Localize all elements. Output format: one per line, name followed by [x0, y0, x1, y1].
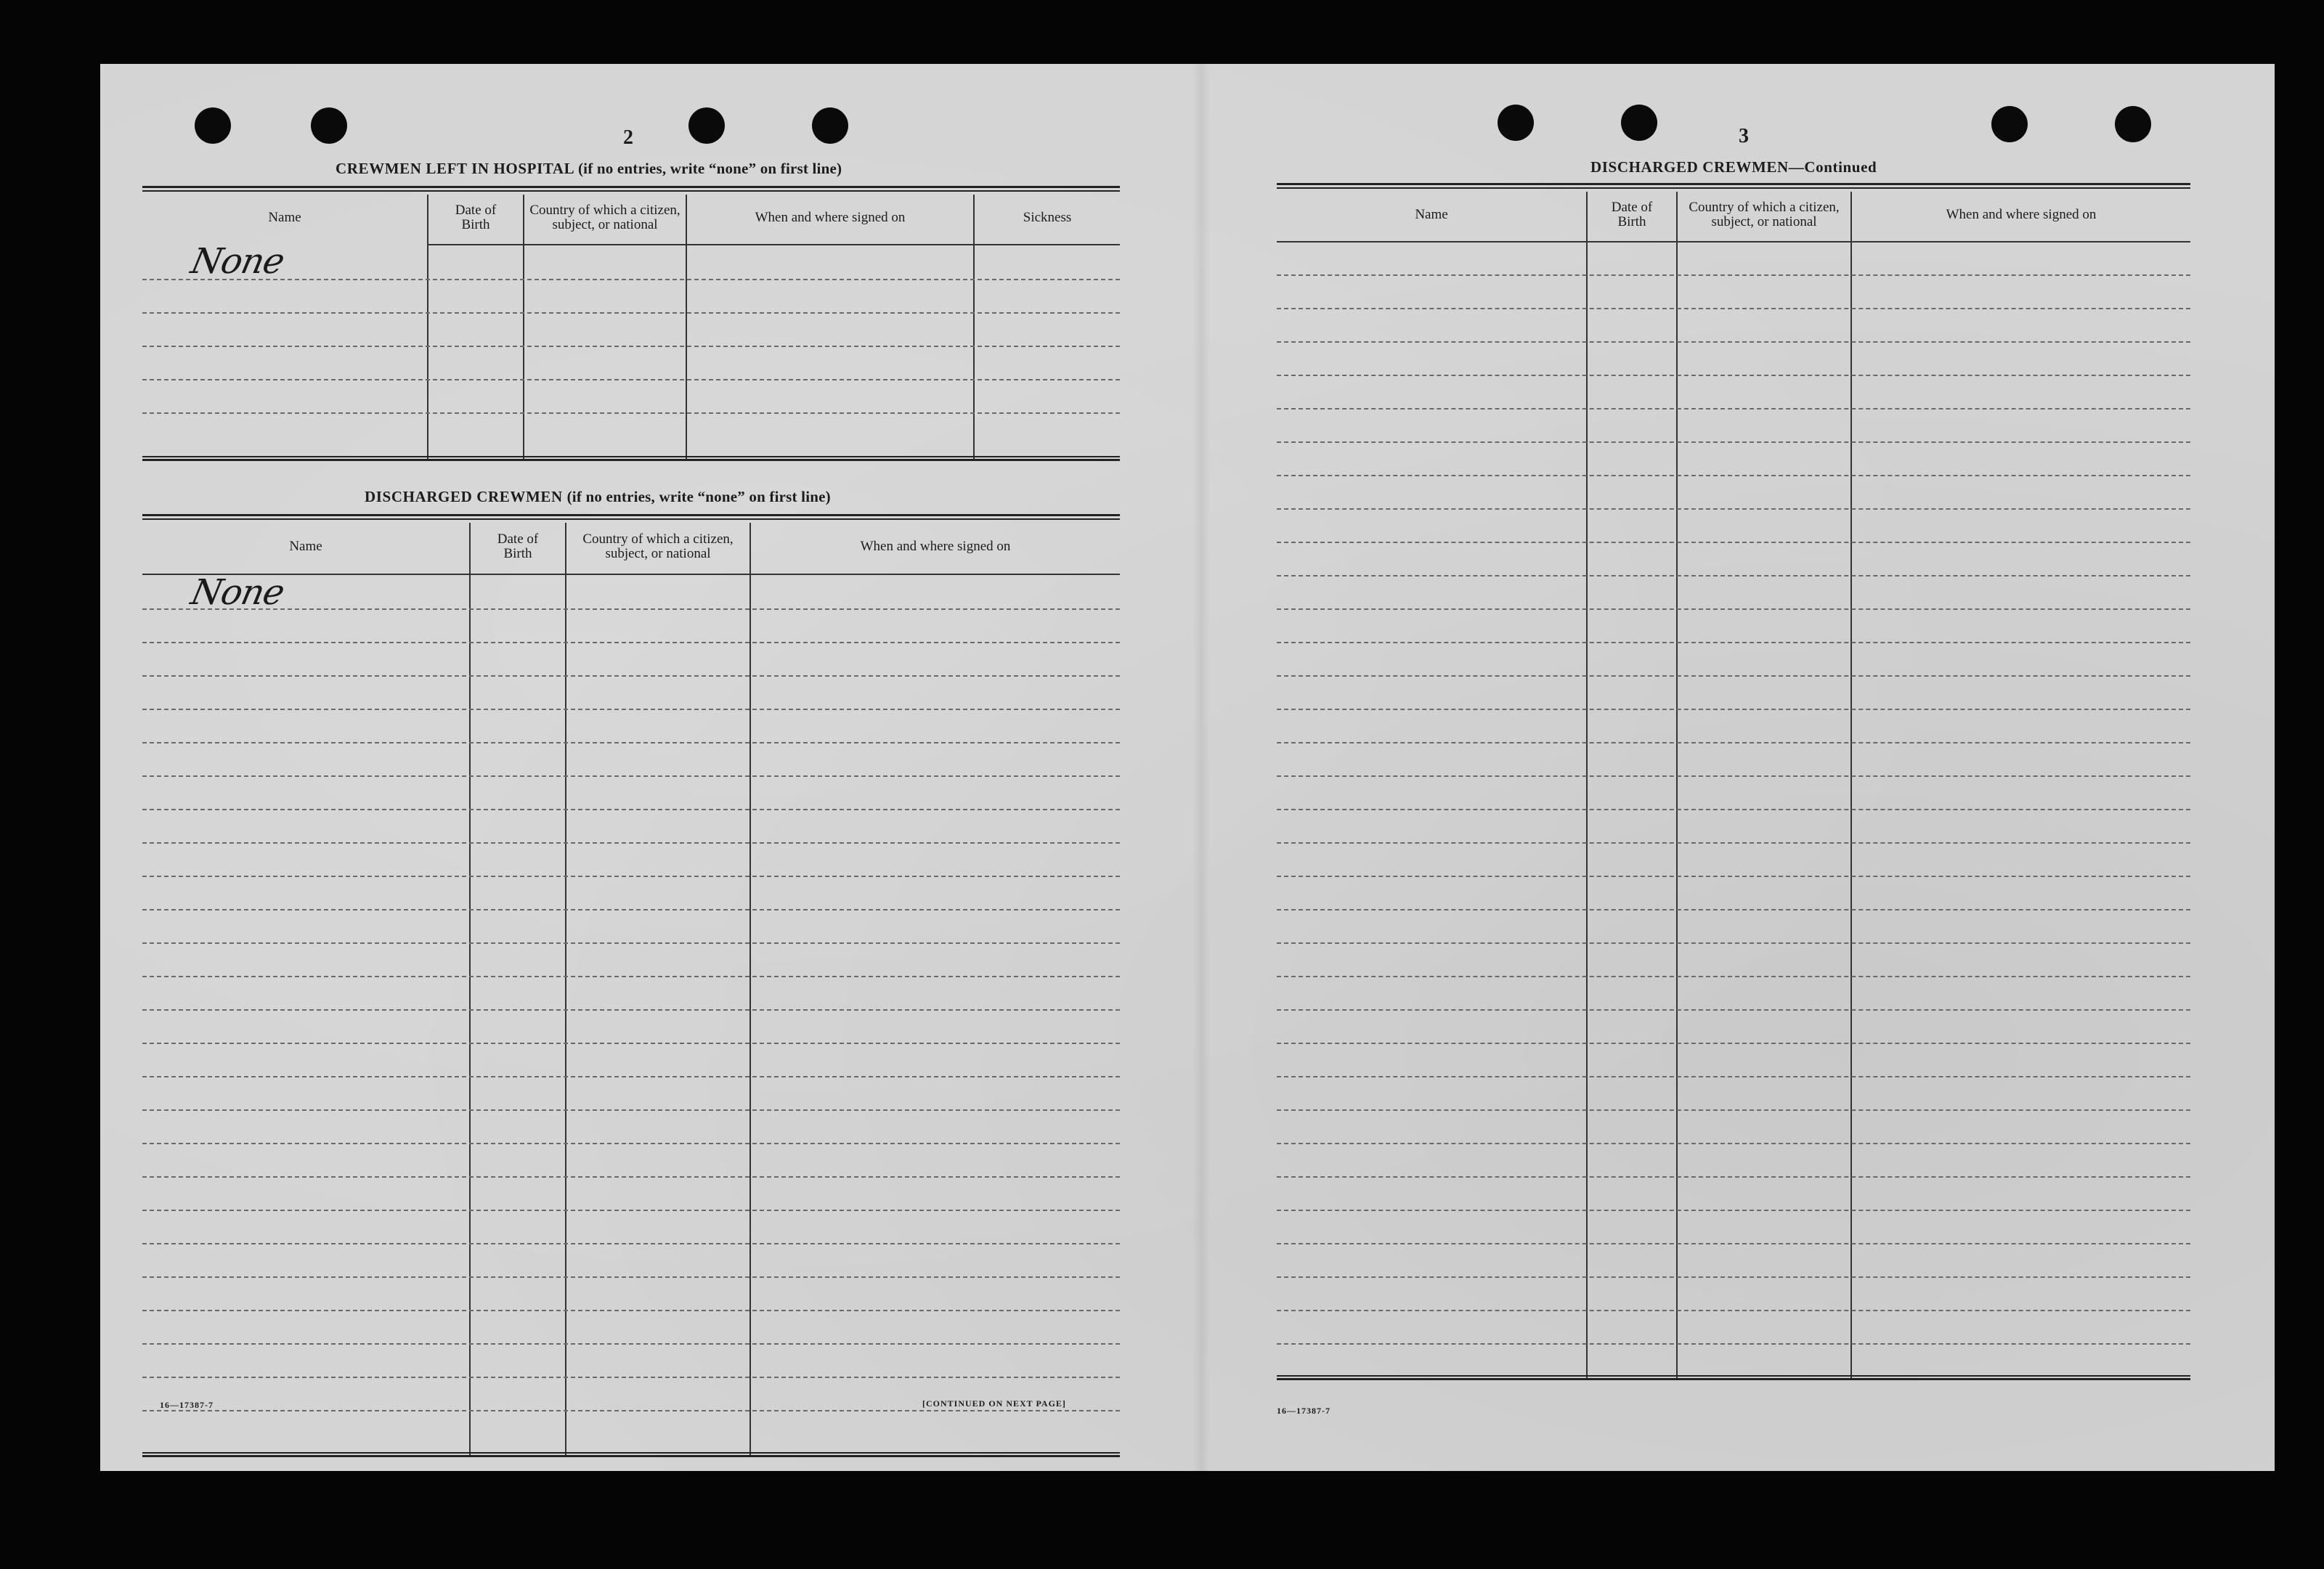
continued-col-dob-text: Date of Birth — [1611, 200, 1653, 229]
column-divider — [565, 523, 566, 1455]
right-section-title: DISCHARGED CREWMEN—Continued — [1590, 158, 1877, 176]
row-line — [142, 1109, 1120, 1111]
row-line — [1277, 1243, 2190, 1244]
continued-col-dob — [1588, 192, 1676, 238]
row-line — [1277, 375, 2190, 376]
row-line — [1277, 308, 2190, 309]
row-line — [1277, 508, 2190, 510]
row-line — [142, 1276, 1120, 1278]
row-line — [142, 775, 1120, 777]
row-line — [142, 675, 1120, 677]
hospital-col-dob — [428, 195, 523, 241]
row-line — [142, 1210, 1120, 1211]
hospital-col-country — [524, 195, 686, 241]
row-line — [1277, 1076, 2190, 1077]
header-underline — [1277, 241, 2190, 243]
row-line — [142, 608, 1120, 610]
row-line — [142, 876, 1120, 877]
row-line — [1277, 1109, 2190, 1111]
continued-col-name: Name — [1415, 207, 1448, 222]
row-line — [142, 1410, 1120, 1411]
punch-hole — [1991, 106, 2028, 142]
row-line — [1277, 842, 2190, 844]
row-line — [142, 312, 1120, 314]
hospital-table-bottom-rule — [142, 456, 1120, 461]
row-line — [1277, 742, 2190, 743]
discharged-col-dob — [471, 523, 565, 571]
column-divider — [749, 523, 751, 1455]
row-line — [1277, 775, 2190, 777]
hospital-col-sickness: Sickness — [1023, 210, 1072, 225]
row-line — [142, 1043, 1120, 1044]
left-form-number: 16—17387-7 — [160, 1400, 214, 1410]
row-line — [1277, 1143, 2190, 1144]
row-line — [142, 1076, 1120, 1077]
row-line — [142, 412, 1120, 414]
continued-table-bottom-rule — [1277, 1375, 2190, 1380]
punch-hole — [2115, 106, 2151, 142]
continued-col-country-text: Country of which a citizen, subject, or national — [1689, 200, 1840, 229]
discharged-table — [142, 514, 1120, 1462]
continued-table-top-rule — [1277, 183, 2190, 189]
header-underline — [428, 244, 1120, 245]
discharged-section-title-text: DISCHARGED CREWMEN — [365, 488, 563, 505]
row-line — [142, 1343, 1120, 1345]
discharged-section-note: (if no entries, write “none” on first line) — [566, 488, 831, 505]
column-divider — [1586, 192, 1588, 1378]
row-line — [142, 976, 1120, 977]
discharged-col-signed: When and where signed on — [860, 539, 1011, 554]
continued-col-signed: When and where signed on — [1946, 207, 2097, 222]
row-line — [142, 1377, 1120, 1378]
column-divider — [427, 195, 428, 459]
row-line — [142, 379, 1120, 380]
row-line — [1277, 341, 2190, 343]
row-line — [1277, 1009, 2190, 1011]
row-line — [1277, 709, 2190, 710]
hospital-section-note: (if no entries, write “none” on first line) — [577, 160, 842, 177]
row-line — [142, 942, 1120, 944]
row-line — [142, 279, 1120, 280]
hospital-table — [142, 186, 1120, 466]
row-line — [142, 1176, 1120, 1178]
discharged-table-top-rule — [142, 514, 1120, 520]
row-line — [1277, 1210, 2190, 1211]
page-fold — [1193, 64, 1210, 1471]
row-line — [1277, 542, 2190, 543]
row-line — [1277, 441, 2190, 443]
row-line — [1277, 575, 2190, 576]
row-line — [142, 1310, 1120, 1311]
row-line — [142, 346, 1120, 347]
row-line — [1277, 942, 2190, 944]
hospital-col-dob-text: Date of Birth — [455, 203, 497, 232]
row-line — [1277, 274, 2190, 276]
row-line — [142, 1009, 1120, 1011]
row-line — [1277, 1310, 2190, 1311]
left-page-number: 2 — [623, 126, 633, 149]
column-divider — [469, 523, 471, 1455]
row-line — [1277, 1043, 2190, 1044]
row-line — [1277, 675, 2190, 677]
punch-hole — [195, 107, 231, 144]
discharged-first-entry: None — [187, 572, 288, 613]
row-line — [1277, 475, 2190, 476]
column-divider — [1850, 192, 1852, 1378]
row-line — [1277, 608, 2190, 610]
right-form-number: 16—17387-7 — [1277, 1406, 1330, 1416]
row-line — [142, 742, 1120, 743]
column-divider — [686, 195, 687, 459]
hospital-col-signed: When and where signed on — [755, 210, 906, 225]
hospital-col-country-text: Country of which a citizen, subject, or national — [529, 203, 680, 232]
row-line — [1277, 642, 2190, 643]
hospital-section-title-text: CREWMEN LEFT IN HOSPITAL — [336, 160, 574, 177]
row-line — [142, 809, 1120, 810]
punch-hole — [812, 107, 848, 144]
row-line — [1277, 1276, 2190, 1278]
hospital-section-title — [336, 160, 842, 178]
row-line — [1277, 909, 2190, 910]
discharged-continued-table — [1277, 183, 2190, 1388]
row-line — [1277, 1176, 2190, 1178]
hospital-first-entry: None — [187, 241, 288, 282]
row-line — [1277, 809, 2190, 810]
row-line — [142, 842, 1120, 844]
column-divider — [523, 195, 524, 459]
discharged-section-title — [365, 488, 831, 506]
header-underline — [142, 574, 1120, 575]
hospital-col-name: Name — [268, 210, 301, 225]
punch-hole — [311, 107, 347, 144]
column-divider — [973, 195, 975, 459]
row-line — [142, 909, 1120, 910]
row-line — [142, 1143, 1120, 1144]
right-page-number: 3 — [1739, 125, 1749, 147]
discharged-col-name: Name — [289, 539, 322, 554]
discharged-col-country — [566, 523, 749, 571]
discharged-table-bottom-rule — [142, 1452, 1120, 1457]
row-line — [142, 709, 1120, 710]
row-line — [1277, 1343, 2190, 1345]
document-sheet — [100, 64, 2275, 1471]
punch-hole — [688, 107, 725, 144]
row-line — [1277, 976, 2190, 977]
continued-note: [CONTINUED ON NEXT PAGE] — [922, 1398, 1066, 1409]
row-line — [1277, 408, 2190, 409]
discharged-col-country-text: Country of which a citizen, subject, or national — [582, 531, 734, 561]
row-line — [142, 1243, 1120, 1244]
row-line — [1277, 876, 2190, 877]
punch-hole — [1621, 105, 1657, 141]
hospital-table-top-rule — [142, 186, 1120, 192]
discharged-col-dob-text: Date of Birth — [497, 531, 539, 561]
row-line — [142, 642, 1120, 643]
column-divider — [1676, 192, 1678, 1378]
punch-hole — [1498, 105, 1534, 141]
continued-col-country — [1678, 192, 1850, 238]
